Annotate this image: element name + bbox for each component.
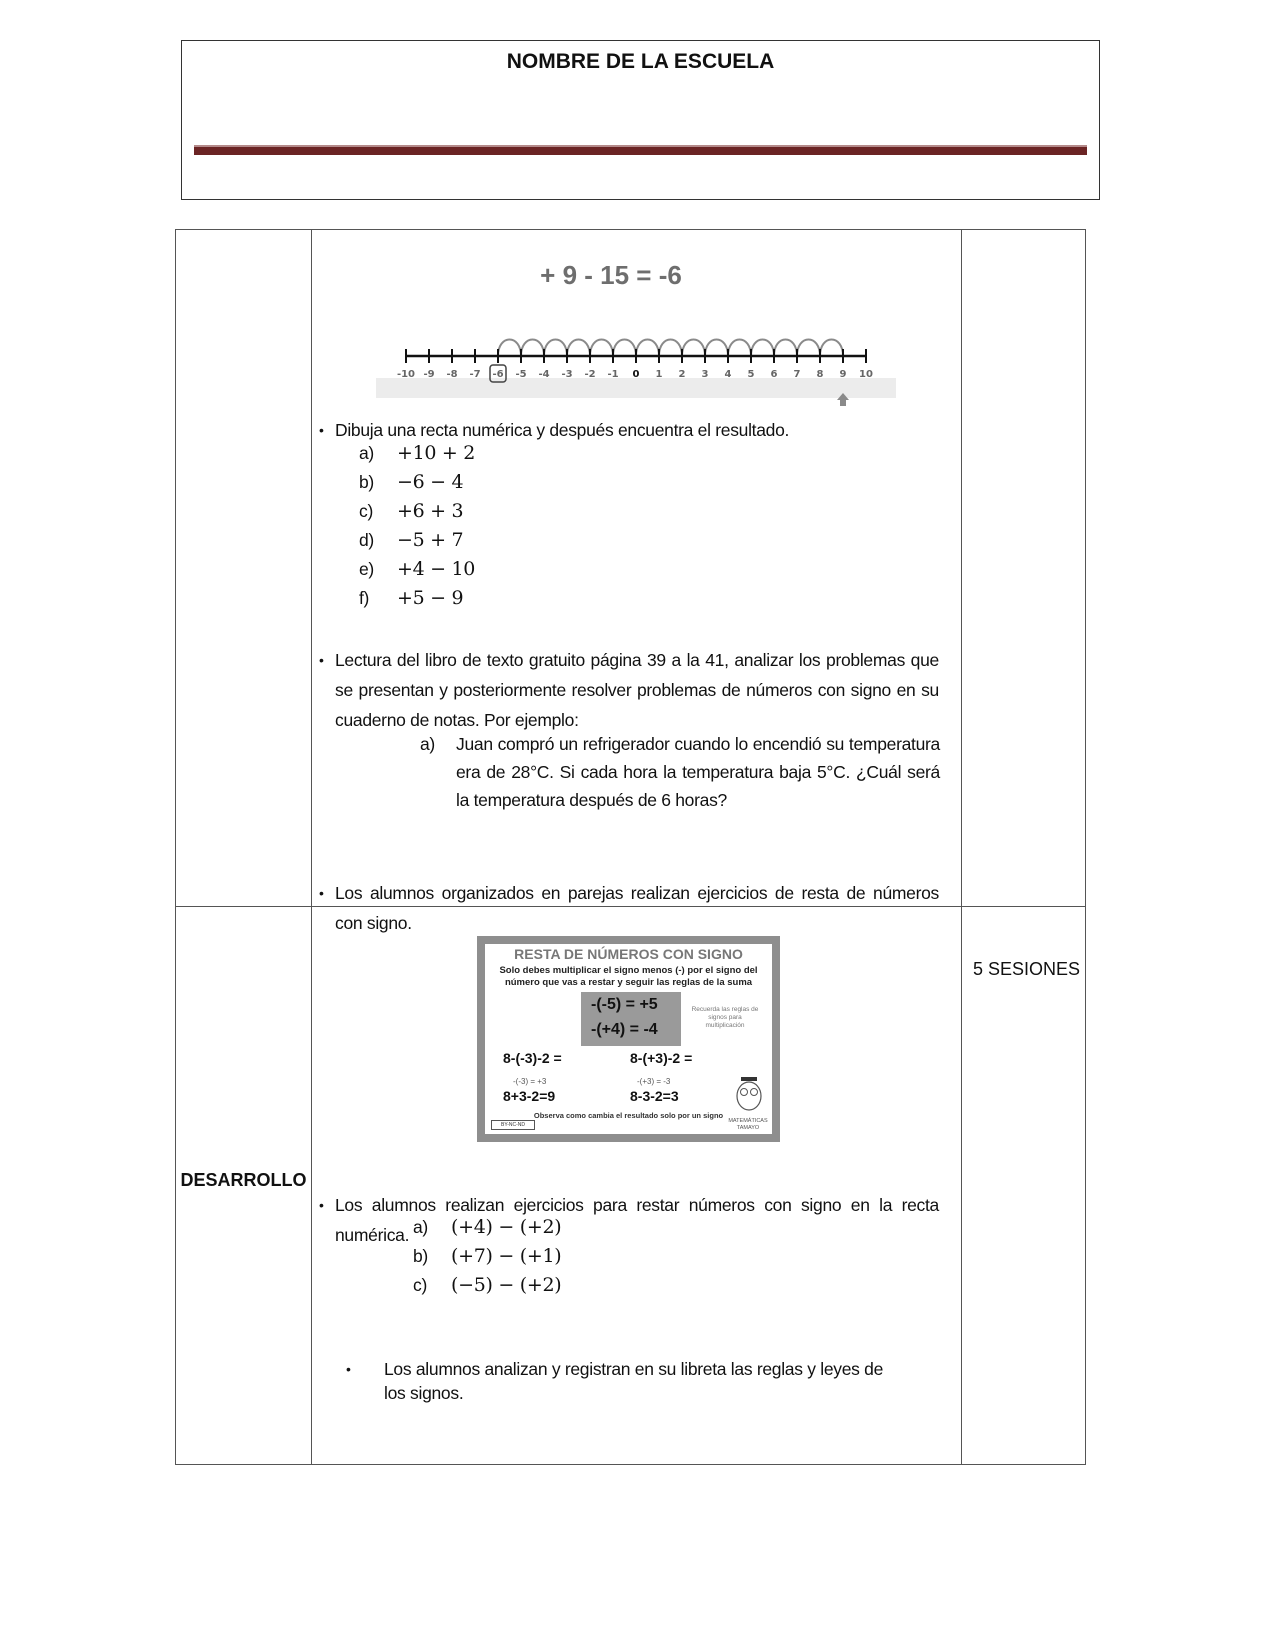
tick-label: -7 (469, 369, 481, 380)
tick-label: -2 (584, 369, 596, 380)
phase-label: DESARROLLO (180, 1170, 307, 1190)
exercise-label: b) (413, 1246, 428, 1266)
tick-label: -5 (515, 369, 527, 380)
bullet-icon: • (319, 652, 324, 668)
jump-arc (498, 340, 521, 357)
example-2-step: -(+3) = -3 (637, 1077, 671, 1086)
rule-1: -(-5) = +5 (591, 996, 658, 1013)
owl-mascot-icon (732, 1074, 766, 1112)
activity-sign-rules (346, 1357, 906, 1405)
exercise-expression: +5 − 9 (397, 587, 464, 609)
jump-arc (751, 340, 774, 357)
tick-label: 4 (724, 369, 732, 380)
tick-label: -3 (561, 369, 573, 380)
example-1: 8-(-3)-2 = (503, 1050, 562, 1066)
tick-label: 10 (859, 369, 873, 380)
activity-text: Los alumnos organizados en parejas realizan ejercicios de resta de números con signo. (335, 883, 939, 933)
activity-number-line-subtraction (319, 1190, 939, 1250)
example-2: 8-(+3)-2 = (630, 1050, 693, 1066)
tick-label: 8 (816, 369, 824, 380)
activity-pairs-subtraction (319, 878, 939, 938)
column-divider (311, 230, 312, 1464)
example-label: a) (420, 734, 435, 754)
exercise-label: d) (359, 530, 374, 550)
jump-arc (728, 340, 751, 357)
example-equation: + 9 - 15 = -6 (540, 260, 682, 290)
signed-subtraction-infographic (477, 936, 780, 1142)
tick-label: 2 (678, 369, 686, 380)
exercise-item (359, 500, 463, 522)
infographic-subtitle: Solo debes multiplicar el signo menos (-) por el signo del número que vas a restar y seguir las reglas de la suma (499, 965, 758, 988)
exercise-item (413, 1274, 561, 1296)
jump-arc (820, 340, 843, 357)
jump-arc (590, 340, 613, 357)
bullet-icon: • (346, 1361, 351, 1377)
exercise-label: c) (413, 1275, 427, 1295)
exercise-expression: +6 + 3 (397, 500, 464, 522)
activity-text: Los alumnos analizan y registran en su libreta las reglas y leyes de los signos. (384, 1359, 884, 1403)
number-line (376, 330, 896, 410)
activity-draw-number-line (319, 415, 939, 445)
header-divider (194, 145, 1087, 155)
example-1-step: -(-3) = +3 (513, 1077, 547, 1086)
exercise-expression: (−5) − (+2) (451, 1274, 562, 1296)
tick-label: 1 (655, 369, 663, 380)
example-text: Juan compró un refrigerador cuando lo encendió su temperatura era de 28°C. Si cada hora la temperatura baja 5°C. ¿Cuál será la temperatura después de 6 horas? (456, 734, 940, 810)
tick-label: -4 (538, 369, 550, 380)
tick-label: 0 (632, 369, 640, 380)
sessions-label: 5 SESIONES (973, 959, 1081, 979)
exercise-item (413, 1216, 561, 1238)
tick-label: -1 (607, 369, 619, 380)
example-problem (420, 730, 940, 814)
lesson-table (175, 229, 1086, 1465)
infographic-footer: Observa como cambia el resultado solo por un signo (533, 1111, 724, 1120)
exercise-item (359, 471, 463, 493)
rule-2: -(+4) = -4 (591, 1021, 658, 1038)
exercise-label: b) (359, 472, 374, 492)
exercise-item (359, 587, 463, 609)
activity-textbook-reading (319, 645, 939, 735)
activity-text: Los alumnos realizan ejercicios para restar números con signo en la recta numérica. (335, 1195, 939, 1245)
activity-text: Dibuja una recta numérica y después encuentra el resultado. (335, 420, 790, 440)
exercise-item (359, 558, 475, 580)
column-divider (961, 230, 962, 1464)
jump-arc (613, 340, 636, 357)
jump-arc (544, 340, 567, 357)
jump-arc (774, 340, 797, 357)
exercise-label: e) (359, 559, 374, 579)
exercise-item (359, 442, 475, 464)
jump-arc (659, 340, 682, 357)
exercise-label: a) (359, 443, 374, 463)
school-name: NOMBRE DE LA ESCUELA (506, 50, 775, 73)
tick-label: -8 (446, 369, 458, 380)
jump-arc (682, 340, 705, 357)
tick-label: 3 (701, 369, 709, 380)
jump-arc (797, 340, 820, 357)
tick-label: 6 (770, 369, 778, 380)
rules-box (581, 992, 681, 1046)
example-1-result: 8+3-2=9 (503, 1088, 556, 1104)
jump-arc (567, 340, 590, 357)
example-2-result: 8-3-2=3 (630, 1088, 679, 1104)
exercise-label: c) (359, 501, 373, 521)
exercise-expression: +4 − 10 (397, 558, 476, 580)
exercise-expression: −6 − 4 (397, 471, 464, 493)
exercise-label: a) (413, 1217, 428, 1237)
exercise-item (359, 529, 463, 551)
up-arrow-icon (837, 393, 849, 406)
exercise-expression: (+4) − (+2) (451, 1216, 562, 1238)
license-badge: BY-NC-ND (491, 1120, 535, 1130)
bullet-icon: • (319, 885, 324, 901)
number-line-figure (376, 330, 896, 410)
tick-label: 5 (747, 369, 755, 380)
header-box (181, 40, 1100, 200)
infographic-title: RESTA DE NÚMEROS CON SIGNO (514, 946, 743, 962)
exercise-expression: (+7) − (+1) (451, 1245, 562, 1267)
jump-arc (636, 340, 659, 357)
bullet-icon: • (319, 422, 324, 438)
exercise-expression: +10 + 2 (397, 442, 476, 464)
jump-arc (705, 340, 728, 357)
exercise-label: f) (359, 588, 370, 608)
tick-label: 9 (839, 369, 847, 380)
jump-arc (521, 340, 544, 357)
exercise-item (413, 1245, 561, 1267)
exercise-expression: −5 + 7 (397, 529, 464, 551)
tick-label: -10 (396, 369, 416, 380)
bullet-icon: • (319, 1197, 324, 1213)
infographic-note: Recuerda las reglas de signos para multiplicación (691, 1006, 759, 1029)
activity-text: Lectura del libro de texto gratuito página 39 a la 41, analizar los problemas que se presentan y posteriormente resolver problemas de números con signo en su cuaderno de notas. Por ejemplo: (335, 650, 939, 730)
tick-label: 7 (793, 369, 801, 380)
brand-label: MATEMÁTICAS TAMAYO (728, 1118, 768, 1131)
tick-label: -6 (492, 369, 504, 380)
tick-label: -9 (423, 369, 435, 380)
